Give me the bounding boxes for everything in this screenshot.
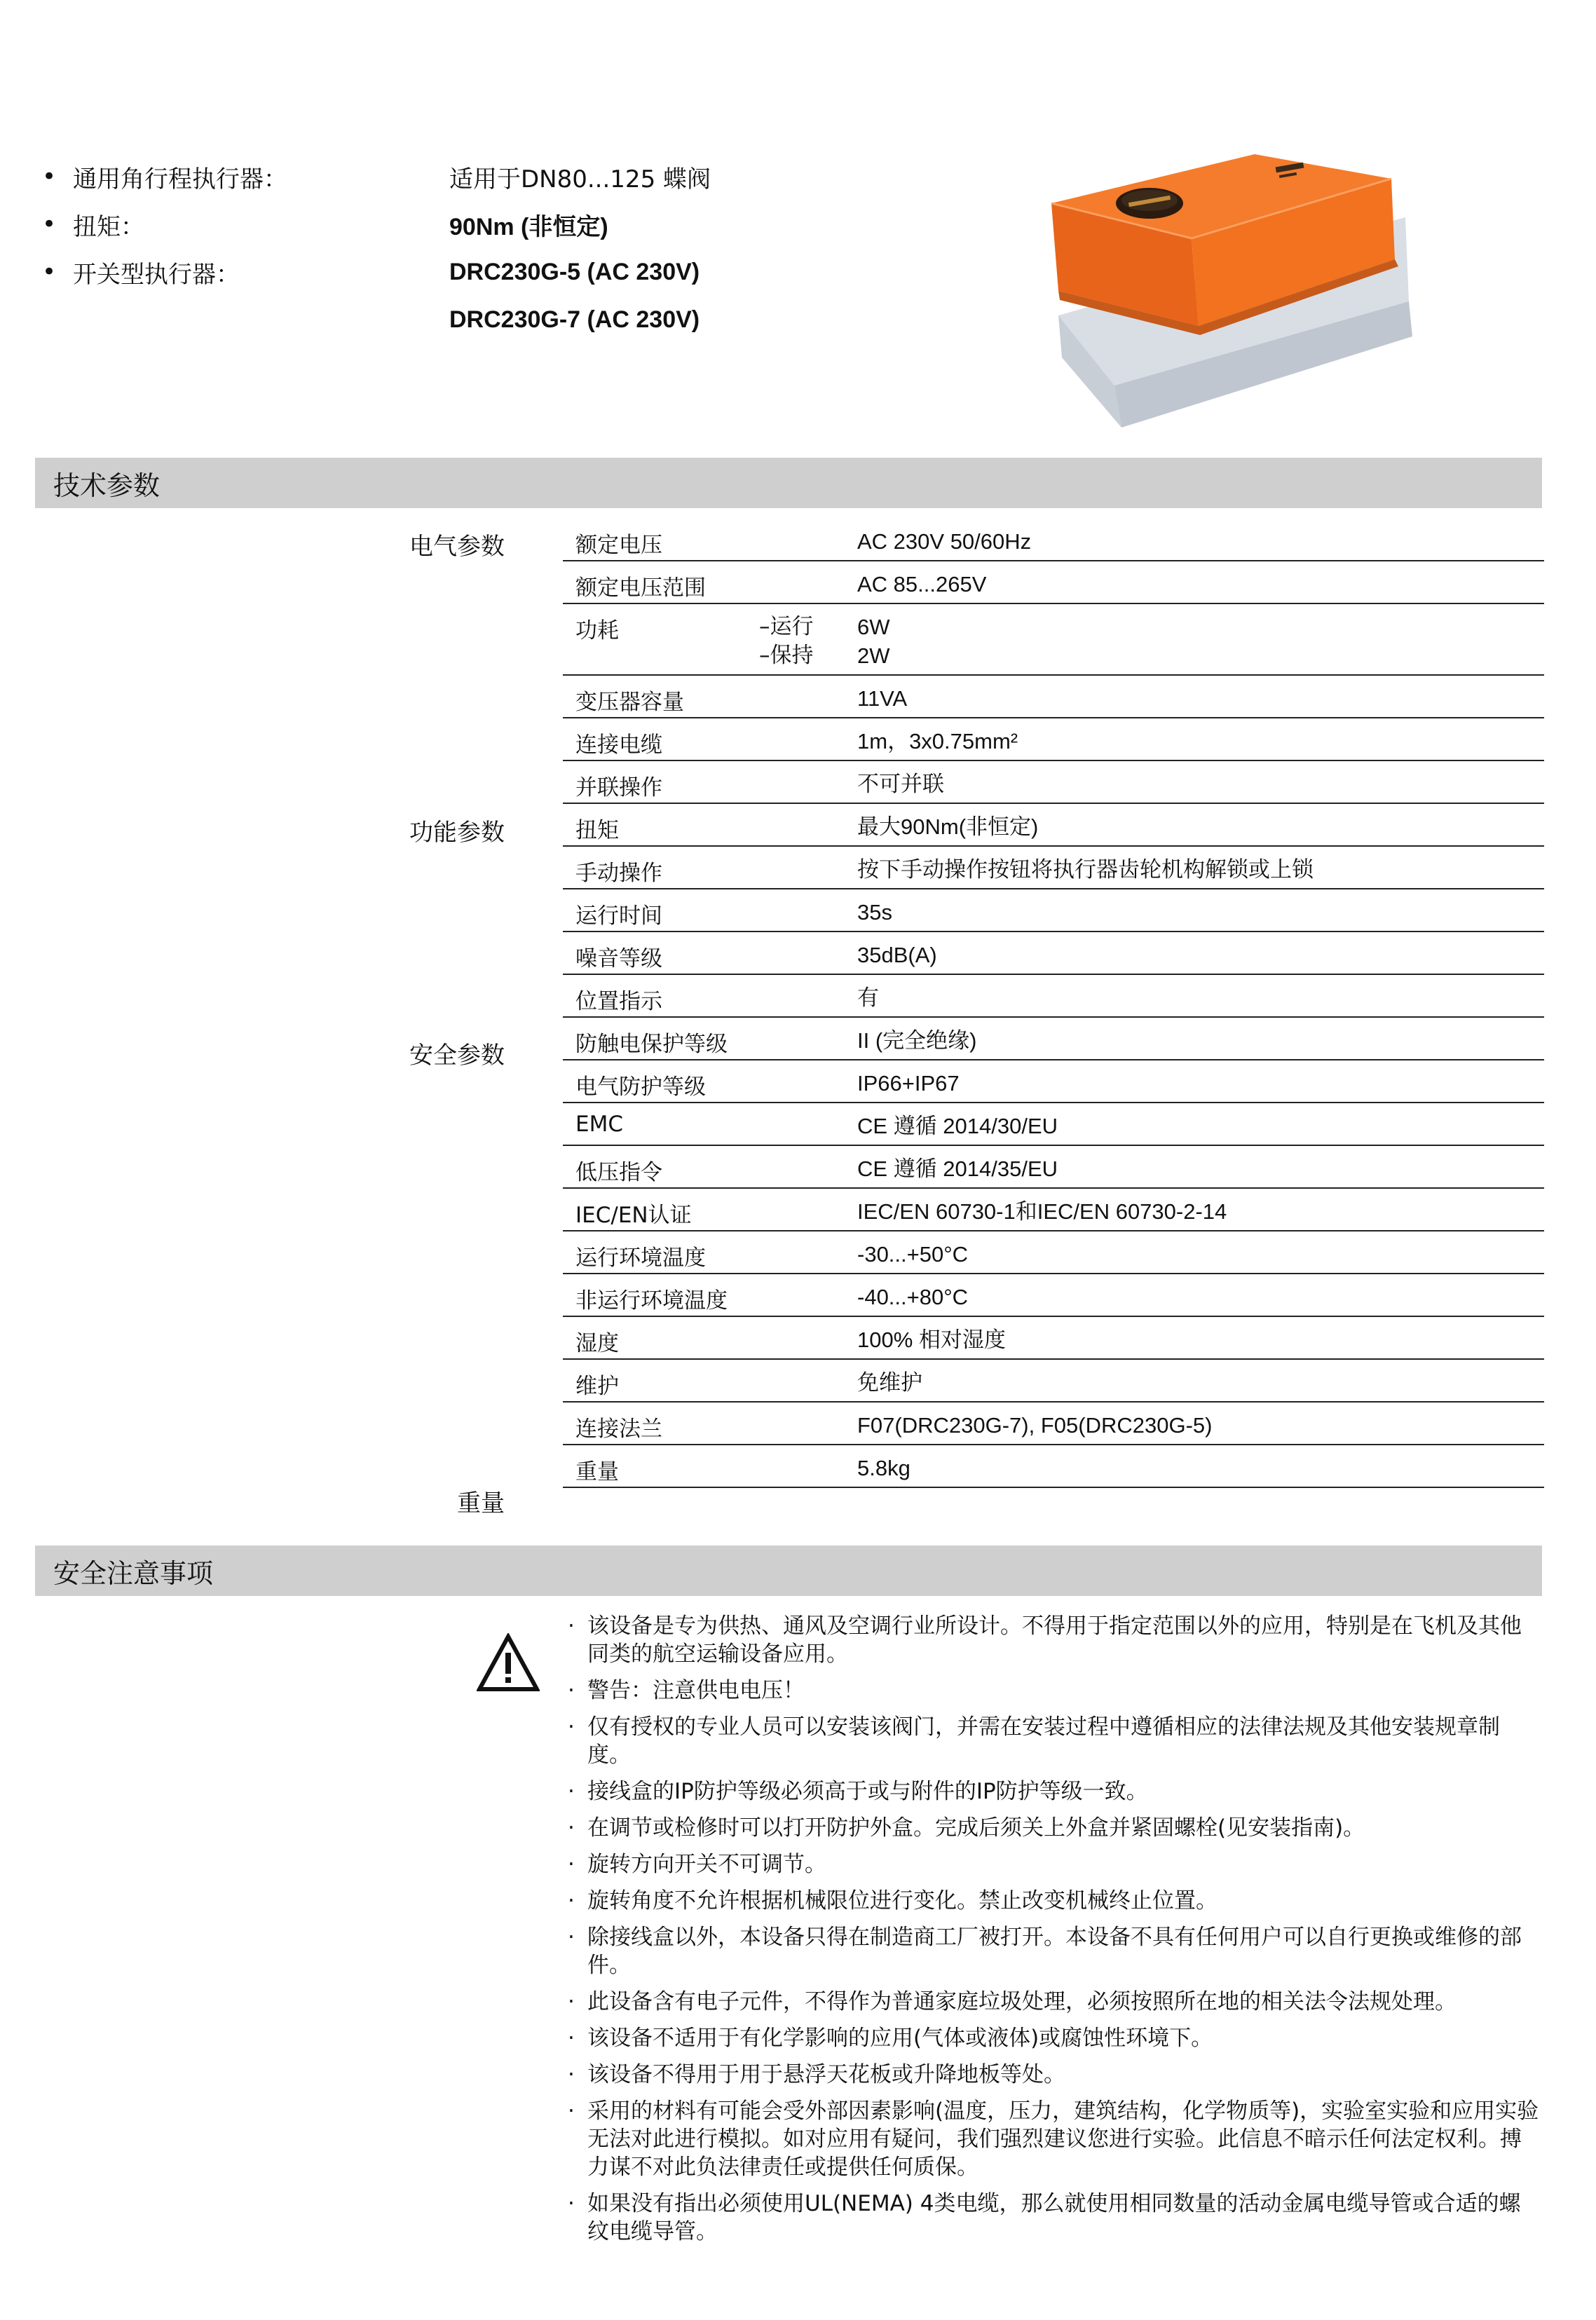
spec-row <box>563 975 1544 1018</box>
spec-row <box>563 718 1544 761</box>
note-item <box>568 2061 1542 2089</box>
safety-notes-list <box>568 1612 1542 2254</box>
spec-sub <box>759 519 857 560</box>
spec-table <box>563 519 1544 1488</box>
intro-value: DRC230G-5 (AC 230V) <box>449 258 700 285</box>
spec-sub <box>759 1317 857 1358</box>
note-text: 仅有授权的专业人员可以安装该阀门，并需在安装过程中遵循相应的法律法规及其他安装规章制度。 <box>587 1714 1500 1768</box>
note-item <box>568 1850 1542 1878</box>
spec-name: 噪音等级 <box>575 946 662 971</box>
spec-value: CE 遵循 2014/30/EU <box>857 1114 1058 1138</box>
spec-value: CE 遵循 2014/35/EU <box>857 1156 1058 1181</box>
spec-row <box>563 1403 1544 1445</box>
spec-value: 按下手动操作按钮将执行器齿轮机构解锁或上锁 <box>857 857 1314 882</box>
spec-sub <box>759 1445 857 1487</box>
spec-value <box>857 604 1544 674</box>
note-dot: · <box>568 2099 575 2124</box>
note-text: 此设备含有电子元件，不得作为普通家庭垃圾处理，必须按照所在地的相关法令法规处理。 <box>587 1989 1457 2014</box>
intro-row <box>42 296 1023 343</box>
spec-sub <box>759 1403 857 1444</box>
spec-name: 维护 <box>575 1374 619 1399</box>
section-bar-tech <box>35 458 1542 508</box>
intro-label: 开关型执行器： <box>73 260 240 289</box>
note-dot: · <box>568 1925 575 1950</box>
spec-name: 电气防护等级 <box>575 1074 706 1100</box>
note-text: 该设备不适用于有化学影响的应用(气体或液体)或腐蚀性环境下。 <box>587 2026 1213 2051</box>
spec-sub <box>759 932 857 974</box>
note-dot: · <box>568 1888 575 1913</box>
group-label-electrical: 电气参数 <box>409 533 505 561</box>
note-text: 在调节或检修时可以打开防护外盒。完成后须关上外盒并紧固螺栓(见安装指南)。 <box>587 1815 1365 1841</box>
spec-name: 位置指示 <box>575 989 662 1014</box>
intro-row <box>42 200 1023 248</box>
note-item <box>568 1923 1542 1979</box>
spec-value: 1m，3x0.75mm² <box>857 729 1018 753</box>
spec-value: 35dB(A) <box>857 943 937 967</box>
intro-value: DRC230G-7 (AC 230V) <box>449 306 700 333</box>
spec-name: 并联操作 <box>575 775 662 800</box>
spec-value-run: 6W <box>857 615 890 639</box>
note-text: 采用的材料有可能会受外部因素影响(温度，压力，建筑结构，化学物质等)，实验室实验和应用实验无法对此进行模拟。如对应用有疑问，我们强烈建议您进行实验。此信息不暗示任何法定权利。搏力谋不对此负法律责任或提供任何质保。 <box>587 2099 1539 2180</box>
spec-row <box>563 1445 1544 1488</box>
spec-row <box>563 804 1544 847</box>
spec-sub <box>759 676 857 717</box>
note-item <box>568 1988 1542 2016</box>
spec-row <box>563 932 1544 975</box>
spec-row <box>563 1146 1544 1189</box>
spec-row <box>563 561 1544 604</box>
spec-value: IEC/EN 60730-1和IEC/EN 60730-2-14 <box>857 1199 1227 1224</box>
spec-sub <box>759 1146 857 1187</box>
note-text: 旋转角度不允许根据机械限位进行变化。禁止改变机械终止位置。 <box>587 1888 1218 1913</box>
spec-value: 5.8kg <box>857 1456 910 1480</box>
spec-name: 额定电压 <box>575 533 662 558</box>
note-dot: · <box>568 1989 575 2014</box>
spec-name: 运行环境温度 <box>575 1246 706 1271</box>
spec-value: AC 85...265V <box>857 572 987 596</box>
note-dot: · <box>568 1714 575 1740</box>
spec-name: 变压器容量 <box>575 690 684 715</box>
spec-value: -40...+80°C <box>857 1285 969 1309</box>
intro-list <box>42 153 1023 343</box>
spec-name: 扭矩 <box>575 818 619 843</box>
actuator-product-image <box>1044 126 1423 438</box>
spec-name: 防触电保护等级 <box>575 1032 728 1057</box>
spec-row <box>563 761 1544 804</box>
spec-value-hold: 2W <box>857 643 890 668</box>
note-dot: · <box>568 1779 575 1804</box>
note-text: 除接线盒以外，本设备只得在制造商工厂被打开。本设备不具有任何用户可以自行更换或维修的部件。 <box>587 1925 1522 1978</box>
note-dot: · <box>568 2026 575 2051</box>
spec-value: 11VA <box>857 686 908 711</box>
spec-value: AC 230V 50/60Hz <box>857 529 1032 554</box>
bullet: • <box>42 258 57 286</box>
spec-value: IP66+IP67 <box>857 1071 960 1096</box>
spec-sub <box>759 804 857 845</box>
spec-row <box>563 1189 1544 1231</box>
note-dot: · <box>568 2062 575 2087</box>
note-dot: · <box>568 1852 575 1877</box>
spec-row <box>563 889 1544 932</box>
spec-value: 100% 相对湿度 <box>857 1328 1006 1352</box>
spec-name: 功耗 <box>575 618 619 643</box>
note-dot: · <box>568 1815 575 1841</box>
spec-sub <box>759 1231 857 1273</box>
section-title: 技术参数 <box>53 470 161 501</box>
note-item <box>568 1612 1542 1668</box>
spec-row <box>563 1231 1544 1274</box>
spec-value: -30...+50°C <box>857 1242 969 1267</box>
spec-sub <box>759 604 857 674</box>
spec-value: 不可并联 <box>857 772 944 796</box>
spec-value: 有 <box>857 985 879 1010</box>
spec-row <box>563 847 1544 889</box>
spec-sub <box>759 1018 857 1059</box>
spec-sub-run: –运行 <box>759 614 814 639</box>
intro-row <box>42 153 1023 200</box>
spec-name: EMC <box>575 1112 623 1137</box>
note-item <box>568 1713 1542 1769</box>
spec-name: 湿度 <box>575 1331 619 1356</box>
bullet: • <box>42 163 57 191</box>
spec-sub <box>759 1189 857 1230</box>
intro-value: 适用于DN80...125 蝶阀 <box>449 165 711 193</box>
intro-label: 扭矩： <box>73 212 144 241</box>
bullet: • <box>42 210 57 238</box>
spec-row <box>563 1103 1544 1146</box>
spec-sub <box>759 975 857 1016</box>
spec-name: 低压指令 <box>575 1160 662 1185</box>
note-item <box>568 2190 1542 2246</box>
spec-name: IEC/EN认证 <box>575 1203 692 1228</box>
intro-label: 通用角行程执行器： <box>73 165 287 193</box>
note-text: 旋转方向开关不可调节。 <box>587 1852 826 1877</box>
spec-name: 非运行环境温度 <box>575 1288 728 1313</box>
note-item <box>568 1887 1542 1915</box>
spec-row <box>563 676 1544 718</box>
spec-value: 最大90Nm(非恒定) <box>857 814 1039 839</box>
spec-name: 连接电缆 <box>575 732 662 758</box>
group-label-weight: 重量 <box>457 1489 505 1517</box>
spec-value: F07(DRC230G-7), F05(DRC230G-5) <box>857 1413 1213 1438</box>
spec-name: 手动操作 <box>575 861 662 886</box>
spec-sub <box>759 847 857 888</box>
spec-sub <box>759 761 857 803</box>
spec-value: 35s <box>857 900 892 924</box>
spec-sub <box>759 1060 857 1102</box>
note-dot: · <box>568 2191 575 2216</box>
note-text: 如果没有指出必须使用UL(NEMA) 4类电缆，那么就使用相同数量的活动金属电缆导管或合适的螺纹电缆导管。 <box>587 2191 1521 2244</box>
note-item <box>568 1777 1542 1806</box>
spec-row <box>563 1060 1544 1103</box>
note-text: 该设备不得用于用于悬浮天花板或升降地板等处。 <box>587 2062 1065 2087</box>
warning-triangle-icon <box>477 1633 540 1693</box>
spec-sub <box>759 1103 857 1145</box>
spec-sub <box>759 1274 857 1316</box>
spec-name: 重量 <box>575 1459 619 1485</box>
section-bar-safety <box>35 1545 1542 1596</box>
spec-row <box>563 604 1544 676</box>
section-title: 安全注意事项 <box>53 1557 214 1589</box>
spec-sub <box>759 718 857 760</box>
intro-row <box>42 248 1023 296</box>
group-label-functional: 功能参数 <box>409 819 505 847</box>
note-text: 接线盒的IP防护等级必须高于或与附件的IP防护等级一致。 <box>587 1779 1148 1804</box>
spec-row <box>563 1360 1544 1403</box>
group-label-safety: 安全参数 <box>409 1042 505 1070</box>
spec-sub <box>759 561 857 603</box>
note-text: 该设备是专为供热、通风及空调行业所设计。不得用于指定范围以外的应用，特别是在飞机及其他同类的航空运输设备应用。 <box>587 1613 1522 1667</box>
note-dot: · <box>568 1613 575 1639</box>
note-item <box>568 1814 1542 1842</box>
note-item <box>568 2097 1542 2181</box>
spec-sub-hold: –保持 <box>759 643 814 668</box>
note-text: 警告：注意供电电压！ <box>587 1678 805 1703</box>
spec-sub <box>759 1360 857 1401</box>
spec-row <box>563 1274 1544 1317</box>
note-item <box>568 2024 1542 2052</box>
spec-value: II (完全绝缘) <box>857 1028 977 1053</box>
spec-value: 免维护 <box>857 1370 922 1395</box>
spec-name: 额定电压范围 <box>575 575 706 601</box>
note-dot: · <box>568 1678 575 1703</box>
note-item <box>568 1677 1542 1705</box>
spec-name: 运行时间 <box>575 903 662 929</box>
spec-row <box>563 1317 1544 1360</box>
spec-name: 连接法兰 <box>575 1417 662 1442</box>
spec-row <box>563 519 1544 561</box>
spec-row <box>563 1018 1544 1060</box>
intro-value: 90Nm (非恒定) <box>449 213 608 240</box>
spec-sub <box>759 889 857 931</box>
